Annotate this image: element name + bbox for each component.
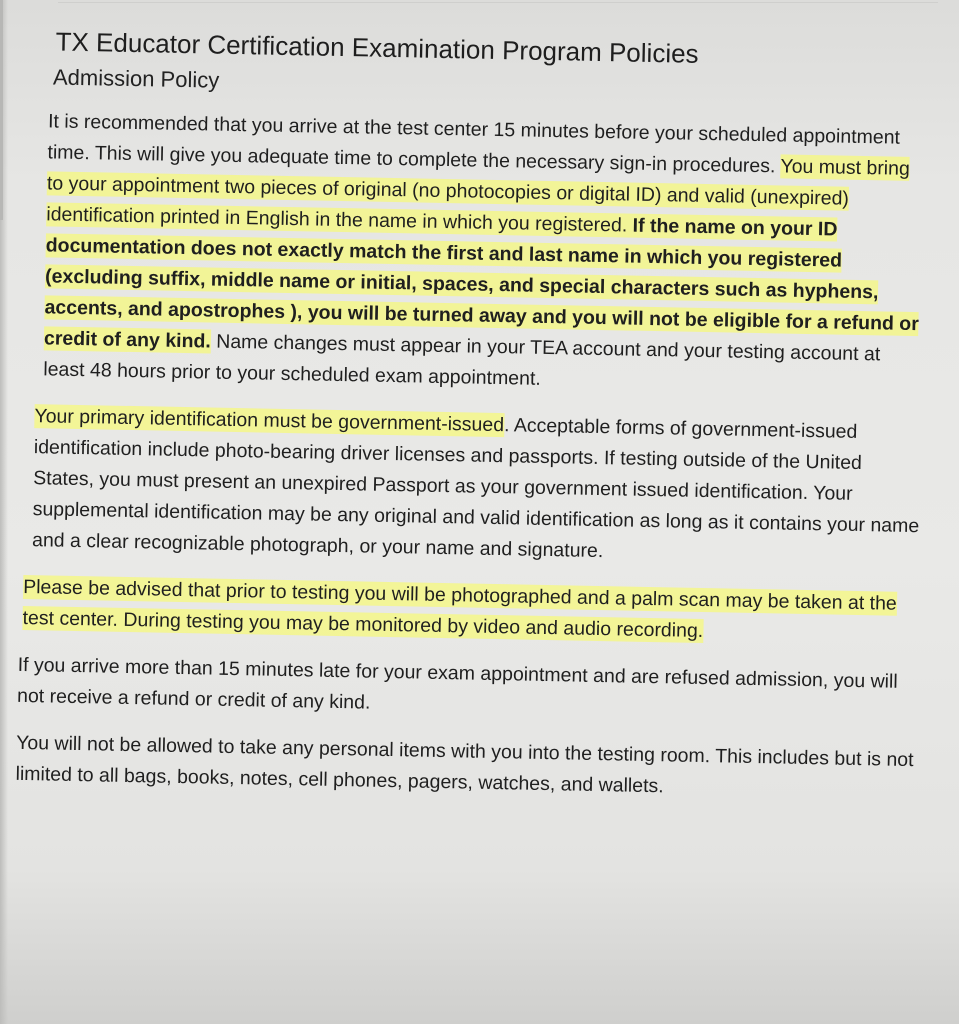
paragraph2-government-issued-highlighted: Your primary identification must be government-issued [34,405,505,437]
paper-edge [0,0,3,220]
paragraph1-intro: It is recommended that you arrive at the test center 15 minutes before your scheduled appointment time. This will give you adequate time to complete the necessary sign-in procedures. [47,110,901,178]
paragraph-personal-items: You will not be allowed to take any personal items with you into the testing room. This includes but is not limited to all bags, books, notes, cell phones, pagers, watches, and wallets. [15,731,914,798]
paragraph1-name-changes: Name changes must appear in your TEA account and your testing account at least 48 hours prior to your scheduled exam appointment. [43,330,881,390]
paragraph-late-arrival: If you arrive more than 15 minutes late for your exam appointment and are refused admission, you will not receive a refund or credit of any kind. [16,653,898,714]
document-body [11,24,930,1021]
paragraph2-details: . Acceptable forms of government-issued identification include photo-bearing driver licenses and passports. If testing outside of the United States, you must present an unexpired Passport as your government issued identification. Your supplemental identification may be any original and valid identification as long as it contains your name and a clear recognizable photograph, or your name and signature. [31,414,920,563]
top-rule [58,2,938,3]
paragraph-photograph-palm-scan [18,572,919,651]
document-title: TX Educator Certification Examination Program Policies [55,26,699,69]
paragraph-primary-identification [20,401,923,573]
paragraph1-id-requirement-highlighted: You must bring to your appointment two pieces of original (no photocopies or digital ID) and valid (unexpired) identification printed in English in the name in which you registered. [46,155,911,237]
paragraph1-name-match-warning-highlighted: If the name on your ID documentation does not exactly match the first and last name in which you registered (excluding suffix, middle name or initial, spaces, and special characters such as hyphens, accents, and apostrophes ), you will be turned away and you will not be eligible for a refund or credit of any kind. [43,214,920,353]
paragraph-arrival-and-id [23,106,928,402]
section-heading: Admission Policy [52,64,220,93]
paragraph3-highlighted: Please be advised that prior to testing you will be photographed and a palm scan may be taken at the test center. During testing you may be monitored by video and audio recording. [22,575,897,643]
